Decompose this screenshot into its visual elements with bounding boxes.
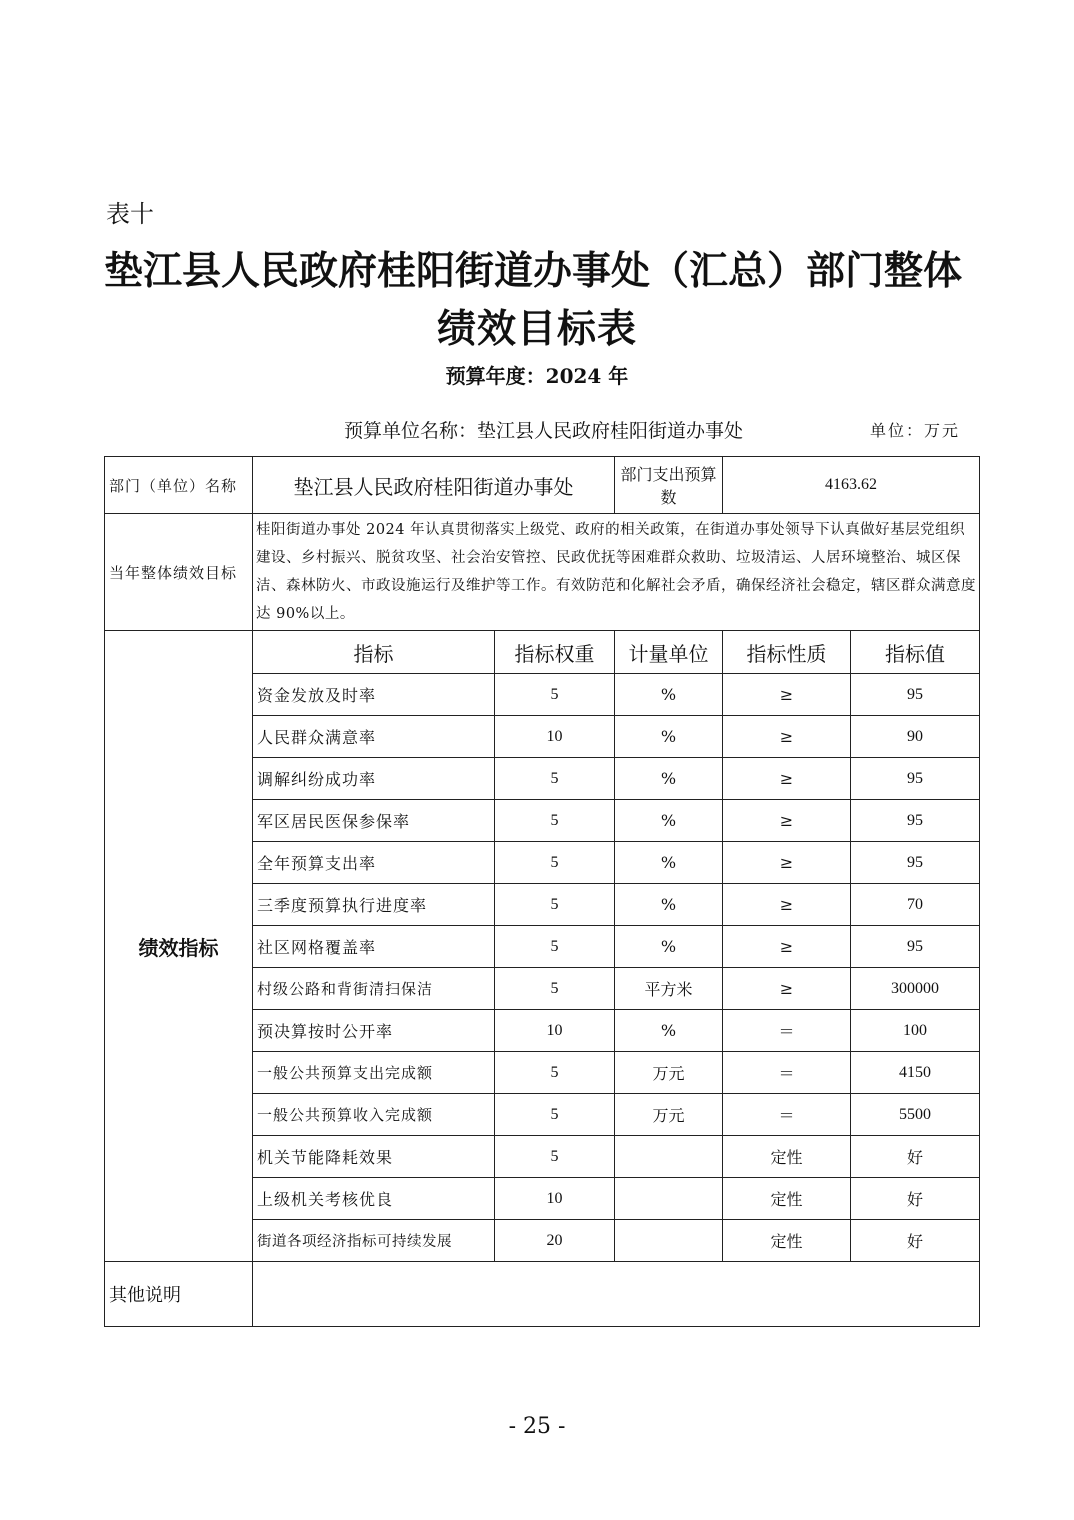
dept-row xyxy=(105,457,980,514)
other-value xyxy=(253,1262,980,1327)
indicator-weight: 5 xyxy=(495,758,615,800)
dept-name-value: 垫江县人民政府桂阳街道办事处 xyxy=(253,457,615,514)
indicator-nature: ≥ xyxy=(723,884,851,926)
indicator-name: 资金发放及时率 xyxy=(253,674,495,716)
indicator-name: 一般公共预算支出完成额 xyxy=(253,1052,495,1094)
indicator-nature: ≥ xyxy=(723,968,851,1010)
indicator-name: 调解纠纷成功率 xyxy=(253,758,495,800)
indicator-unit: % xyxy=(615,842,723,884)
indicator-value: 95 xyxy=(851,926,980,968)
indicator-unit: % xyxy=(615,674,723,716)
indicator-nature: ≥ xyxy=(723,716,851,758)
indicator-weight: 5 xyxy=(495,968,615,1010)
budget-value: 4163.62 xyxy=(723,457,980,514)
indicator-name: 一般公共预算收入完成额 xyxy=(253,1094,495,1136)
header-cell: 指标权重 xyxy=(495,631,615,674)
indicator-value: 70 xyxy=(851,884,980,926)
indicator-weight: 5 xyxy=(495,1094,615,1136)
indicator-unit xyxy=(615,1178,723,1220)
indicator-section-label: 绩效指标 xyxy=(105,631,253,1262)
indicator-value: 100 xyxy=(851,1010,980,1052)
indicator-weight: 5 xyxy=(495,800,615,842)
indicator-value: 90 xyxy=(851,716,980,758)
indicator-nature: 定性 xyxy=(723,1220,851,1262)
indicator-nature: ≥ xyxy=(723,758,851,800)
indicator-nature: ≥ xyxy=(723,842,851,884)
header-cell: 指标 xyxy=(253,631,495,674)
indicator-value: 300000 xyxy=(851,968,980,1010)
goal-label: 当年整体绩效目标 xyxy=(105,514,253,631)
indicator-unit: 万元 xyxy=(615,1052,723,1094)
indicator-weight: 5 xyxy=(495,674,615,716)
unit-label: 单位：万元 xyxy=(870,421,961,440)
indicator-value: 好 xyxy=(851,1220,980,1262)
indicator-value: 95 xyxy=(851,800,980,842)
indicator-name: 人民群众满意率 xyxy=(253,716,495,758)
indicator-unit: 万元 xyxy=(615,1094,723,1136)
indicator-weight: 10 xyxy=(495,1010,615,1052)
indicator-weight: 5 xyxy=(495,1052,615,1094)
indicator-value: 好 xyxy=(851,1136,980,1178)
indicator-unit xyxy=(615,1220,723,1262)
other-row xyxy=(105,1262,980,1327)
indicator-weight: 5 xyxy=(495,842,615,884)
budget-year: 预算年度：2024 年 xyxy=(445,364,629,388)
indicator-weight: 5 xyxy=(495,884,615,926)
indicator-weight: 5 xyxy=(495,1136,615,1178)
indicator-nature: ＝ xyxy=(723,1052,851,1094)
budget-label: 部门支出预算数 xyxy=(615,457,723,514)
indicator-name: 机关节能降耗效果 xyxy=(253,1136,495,1178)
performance-table xyxy=(104,456,980,1327)
header-cell: 指标值 xyxy=(851,631,980,674)
indicator-weight: 5 xyxy=(495,926,615,968)
unit-name-line: 预算单位名称：垫江县人民政府桂阳街道办事处 xyxy=(344,420,744,442)
header-cell: 计量单位 xyxy=(615,631,723,674)
other-label: 其他说明 xyxy=(105,1262,253,1327)
header-cell: 指标性质 xyxy=(723,631,851,674)
indicator-unit xyxy=(615,1136,723,1178)
indicator-unit: % xyxy=(615,884,723,926)
dept-name-label: 部门（单位）名称 xyxy=(105,457,253,514)
indicator-name: 三季度预算执行进度率 xyxy=(253,884,495,926)
indicator-nature: ≥ xyxy=(723,800,851,842)
indicator-unit: % xyxy=(615,1010,723,1052)
page-title-line2: 绩效目标表 xyxy=(436,306,637,352)
indicator-value: 好 xyxy=(851,1178,980,1220)
indicator-name: 预决算按时公开率 xyxy=(253,1010,495,1052)
indicator-nature: ＝ xyxy=(723,1094,851,1136)
indicator-value: 95 xyxy=(851,842,980,884)
indicator-name: 村级公路和背街清扫保洁 xyxy=(253,968,495,1010)
indicator-value: 95 xyxy=(851,674,980,716)
page-title-line1: 垫江县人民政府桂阳街道办事处（汇总）部门整体 xyxy=(104,248,963,294)
indicator-name: 上级机关考核优良 xyxy=(253,1178,495,1220)
indicator-unit: % xyxy=(615,800,723,842)
indicator-nature: 定性 xyxy=(723,1178,851,1220)
goal-row xyxy=(105,514,980,631)
indicator-unit: % xyxy=(615,758,723,800)
indicator-name: 军区居民医保参保率 xyxy=(253,800,495,842)
indicator-name: 街道各项经济指标可持续发展 xyxy=(253,1220,495,1262)
indicator-unit: % xyxy=(615,926,723,968)
indicator-name: 全年预算支出率 xyxy=(253,842,495,884)
indicator-name: 社区网格覆盖率 xyxy=(253,926,495,968)
indicator-unit: % xyxy=(615,716,723,758)
goal-text: 桂阳街道办事处 2024 年认真贯彻落实上级党、政府的相关政策，在街道办事处领导下认真做好基层党组织建设、乡村振兴、脱贫攻坚、社会治安管控、民政优抚等困难群众救助、垃圾清运、人居环境整治、城区保洁、森林防火、市政设施运行及维护等工作。有效防范和化解社会矛盾，确保经济社会稳定，辖区群众满意度达 90%以上。 xyxy=(253,514,980,631)
indicator-weight: 10 xyxy=(495,1178,615,1220)
indicator-weight: 10 xyxy=(495,716,615,758)
indicator-nature: ≥ xyxy=(723,674,851,716)
indicator-nature: 定性 xyxy=(723,1136,851,1178)
table-tag: 表十 xyxy=(106,200,154,228)
indicator-unit: 平方米 xyxy=(615,968,723,1010)
indicator-value: 5500 xyxy=(851,1094,980,1136)
indicator-value: 4150 xyxy=(851,1052,980,1094)
indicator-nature: ≥ xyxy=(723,926,851,968)
indicator-weight: 20 xyxy=(495,1220,615,1262)
page-number: - 25 - xyxy=(508,1414,566,1439)
indicator-nature: ＝ xyxy=(723,1010,851,1052)
indicator-value: 95 xyxy=(851,758,980,800)
header-row xyxy=(105,631,980,674)
